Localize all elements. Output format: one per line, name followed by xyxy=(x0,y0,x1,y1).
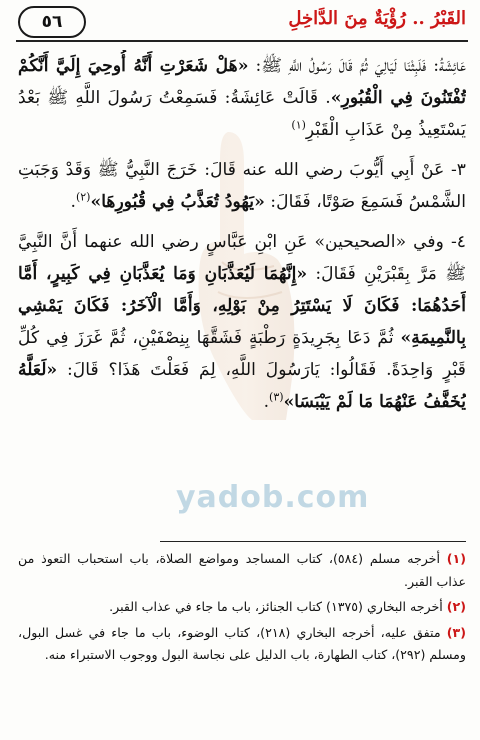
footnote-item xyxy=(18,622,466,667)
hadith-quote: «يَهُودُ تُعَذَّبُ فِي قُبُورِهَا» xyxy=(90,192,265,212)
footnote-ref: (٣) xyxy=(269,390,284,404)
footnote-item xyxy=(18,548,466,593)
footnote-ref: (١) xyxy=(291,118,306,132)
page-header xyxy=(18,6,466,38)
paragraph-ibn-abbas-hadith xyxy=(18,226,466,418)
hadith-quote: «هَلْ شَعَرْتِ أَنَّهُ أُوحِيَ إِلَيَّ أَنَّكُمْ تُفْتَنُونَ فِي الْقُبُورِ» xyxy=(18,56,466,108)
footnote-number: (٢) xyxy=(446,599,466,614)
footnote-ref: (٢) xyxy=(75,190,91,204)
text-run: ثُمَّ دَعَا بِجَرِيدَةٍ رَطْبَةٍ فَشَقَّهَا بِنِصْفَيْنِ، ثُمَّ غَرَزَ فِي كُلِّ قَبْرٍ وَاحِدَةً. فَقَالُوا: يَارَسُولَ اللَّهِ، لِمَ فَعَلْتَ هَذَا؟ قَالَ: xyxy=(18,328,466,380)
footnote-text: أخرجه مسلم (٥٨٤)، كتاب المساجد ومواضع الصلاة، باب استحباب التعوذ من عذاب القبر. xyxy=(18,551,466,589)
footnote-number: (٣) xyxy=(446,624,466,640)
text-run: . xyxy=(70,192,76,212)
paragraph-aisha-hadith xyxy=(18,50,466,146)
site-watermark: yadob.com xyxy=(176,480,370,515)
paragraph-abu-ayyub-hadith xyxy=(18,154,466,218)
footnote-number: (١) xyxy=(446,551,466,566)
hadith-quote: «إِنَّهُمَا لَيُعَذَّبَانِ وَمَا يُعَذَّبَانِ فِي كَبِيرٍ، أَمَّا أَحَدُهُمَا: فَكَانَ لَا يَسْتَتِرُ مِنْ بَوْلِهِ، وَأَمَّا الْآخَرُ: فَكَانَ يَمْشِي بِالنَّمِيمَةِ» xyxy=(18,264,466,348)
running-title: القَبْرُ .. رُؤْيَةٌ مِنَ الدَّاخِلِ xyxy=(288,8,466,29)
text-run: عَائِشَةُ: فَلَبِثْنَا لَيَالِيَ ثُمَّ قَالَ رَسُولُ اللَّهِ ﷺ: xyxy=(248,56,466,76)
header-divider xyxy=(16,40,468,42)
page-number: ٥٦ xyxy=(18,6,86,38)
footnote-text: متفق عليه، أخرجه البخاري (٢١٨)، كتاب الوضوء، باب ما جاء في غسل البول، ومسلم (٢٩٢)، كتاب الطهارة، باب الدليل على نجاسة البول ووجوب الاستبراء منه. xyxy=(18,624,466,662)
main-text xyxy=(18,50,466,532)
text-run: . قَالَتْ عَائِشَةُ: فَسَمِعْتُ رَسُولَ اللَّهِ ﷺ بَعْدُ يَسْتَعِيذُ مِنْ عَذَابِ الْقَبْرِ xyxy=(18,88,466,140)
footnote-text: أخرجه البخاري (١٣٧٥) كتاب الجنائز، باب ما جاء في عذاب القبر. xyxy=(109,599,443,614)
footnote-item xyxy=(18,596,466,619)
text-run: ٣- عَنْ أَبِي أَيُّوبَ رضي الله عنه قَالَ: خَرَجَ النَّبِيُّ ﷺ وَقَدْ وَجَبَتِ الشَّمْسُ فَسَمِعَ صَوْتًا، فَقَالَ: xyxy=(18,160,466,212)
footnote-divider xyxy=(160,541,466,542)
footnotes-section xyxy=(18,548,466,734)
text-run: ٤- وفي «الصحيحين» عَنِ ابْنِ عَبَّاسٍ رضي الله عنهما أَنَّ النَّبِيَّ ﷺ مَرَّ بِقَبْرَيْنِ فَقَالَ: xyxy=(18,232,466,284)
text-run: . xyxy=(263,392,270,412)
hadith-quote: «لَعَلَّهُ يُخَفَّفُ عَنْهُمَا مَا لَمْ يَيْبَسَا» xyxy=(18,360,466,412)
